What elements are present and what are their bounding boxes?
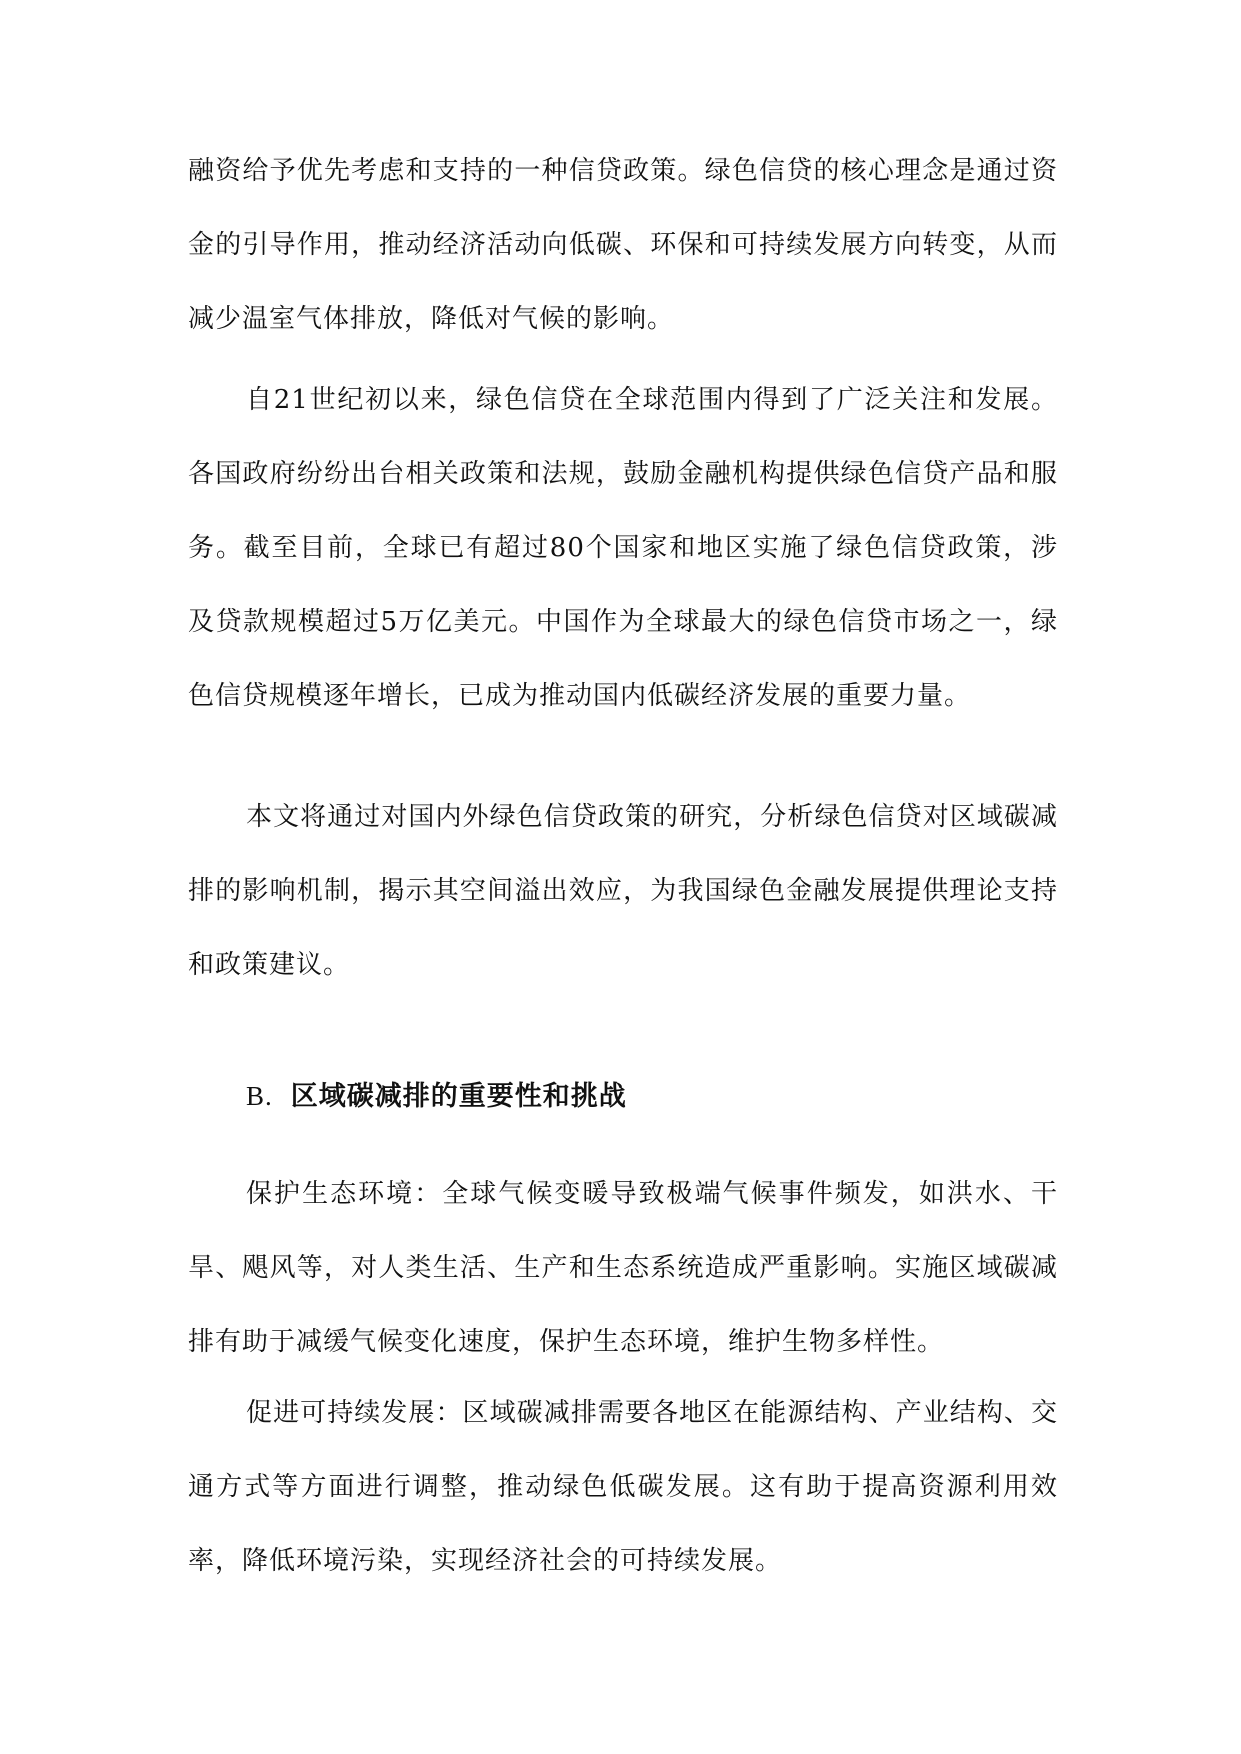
section-paragraph: 保护生态环境：全球气候变暖导致极端气候事件频发，如洪水、干旱、飓风等，对人类生活、生产和生态系统造成严重影响。实施区域碳减排有助于减缓气候变化速度，保护生态环境，维护生物多样性。 [188,1179,1058,1357]
section-number: B. [246,1081,273,1111]
section-paragraph: 促进可持续发展：区域碳减排需要各地区在能源结构、产业结构、交通方式等方面进行调整，推动绿色低碳发展。这有助于提高资源利用效率，降低环境污染，实现经济社会的可持续发展。 [188,1398,1058,1576]
section-title: 区域碳减排的重要性和挑战 [290,1081,627,1112]
body-paragraph: 本文将通过对国内外绿色信贷政策的研究，分析绿色信贷对区域碳减排的影响机制，揭示其空间溢出效应，为我国绿色金融发展提供理论支持和政策建议。 [188,802,1058,980]
section-heading [246,1076,627,1117]
body-paragraph-continuation: 融资给予优先考虑和支持的一种信贷政策。绿色信贷的核心理念是通过资金的引导作用，推动经济活动向低碳、环保和可持续发展方向转变，从而减少温室气体排放，降低对气候的影响。 [188,156,1058,334]
body-paragraph: 自21世纪初以来，绿色信贷在全球范围内得到了广泛关注和发展。各国政府纷纷出台相关政策和法规，鼓励金融机构提供绿色信贷产品和服务。截至目前，全球已有超过80个国家和地区实施了绿色信贷政策，涉及贷款规模超过5万亿美元。中国作为全球最大的绿色信贷市场之一，绿色信贷规模逐年增长，已成为推动国内低碳经济发展的重要力量。 [188,385,1058,711]
